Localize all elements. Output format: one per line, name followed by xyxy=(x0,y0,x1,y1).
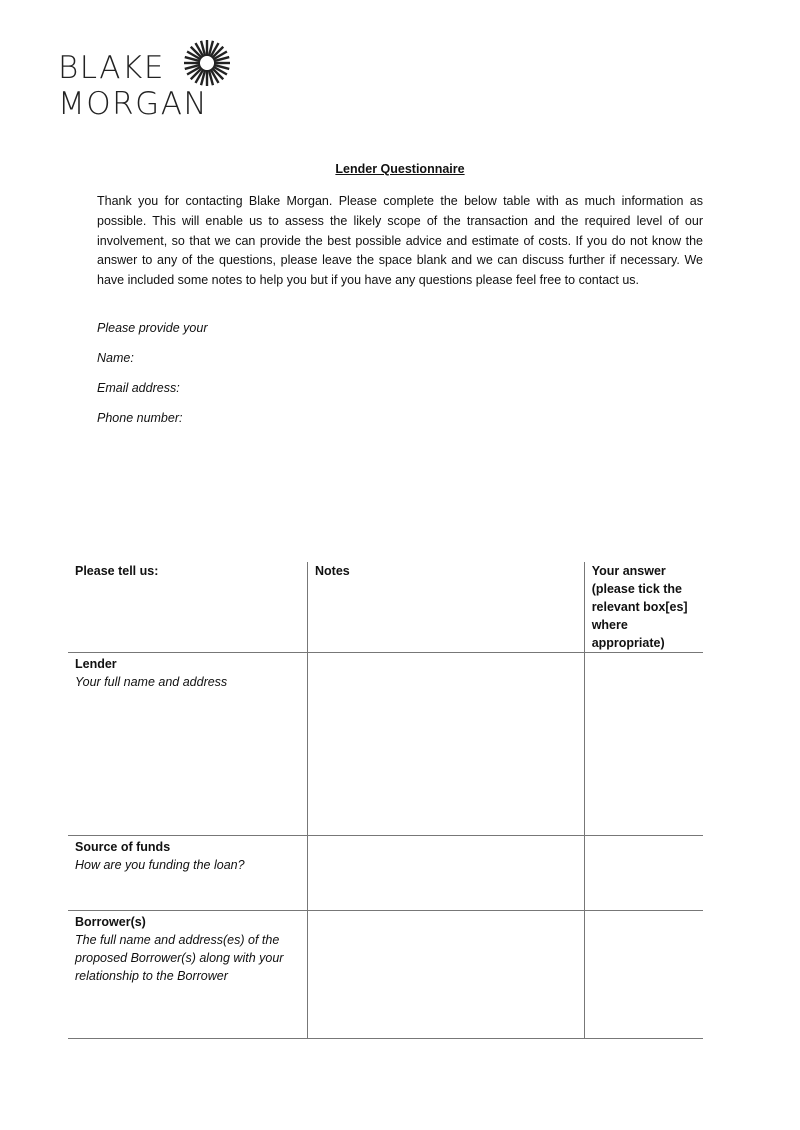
notes-cell xyxy=(308,653,585,836)
contact-prompt: Please provide your xyxy=(97,321,208,335)
table-row xyxy=(68,911,703,1039)
header-notes: Notes xyxy=(308,562,585,653)
name-field-label: Name: xyxy=(97,351,134,365)
intro-paragraph: Thank you for contacting Blake Morgan. Please complete the below table with as much information as possible. This will enable us to assess the likely scope of the transaction and the required level of our involvement, so that we can provide the best possible advice and estimate of costs. If you do not know the answer to any of the questions, please leave the space blank and we can discuss further if necessary. We have included some notes to help you but if you have any questions please feel free to contact us. xyxy=(97,194,703,288)
question-hint: How are you funding the loan? xyxy=(75,858,245,872)
phone-field-label: Phone number: xyxy=(97,411,183,425)
question-label: Source of funds xyxy=(75,840,171,854)
question-hint: The full name and address(es) of the proposed Borrower(s) along with your relationship to the Borrower xyxy=(75,933,284,983)
sunburst-logo-icon xyxy=(182,38,232,88)
notes-cell xyxy=(308,911,585,1039)
questionnaire-table xyxy=(68,562,703,1039)
table-row xyxy=(68,836,703,911)
email-field-label: Email address: xyxy=(97,381,180,395)
answer-cell[interactable] xyxy=(584,911,703,1039)
page-title: Lender Questionnaire xyxy=(335,162,465,176)
table-header-row xyxy=(68,562,703,653)
notes-cell xyxy=(308,836,585,911)
company-logo xyxy=(58,38,258,122)
question-label: Lender xyxy=(75,657,117,671)
logo-line-blake: BLAKE xyxy=(58,50,165,86)
header-your-answer: Your answer (please tick the relevant box[es] where appropriate) xyxy=(584,562,703,653)
answer-cell[interactable] xyxy=(584,836,703,911)
header-please-tell-us: Please tell us: xyxy=(68,562,308,653)
question-cell xyxy=(68,653,308,836)
question-cell xyxy=(68,836,308,911)
answer-cell[interactable] xyxy=(584,653,703,836)
question-label: Borrower(s) xyxy=(75,915,146,929)
logo-line-morgan: MORGAN xyxy=(58,86,209,122)
question-cell xyxy=(68,911,308,1039)
question-hint: Your full name and address xyxy=(75,675,228,689)
table-row xyxy=(68,653,703,836)
